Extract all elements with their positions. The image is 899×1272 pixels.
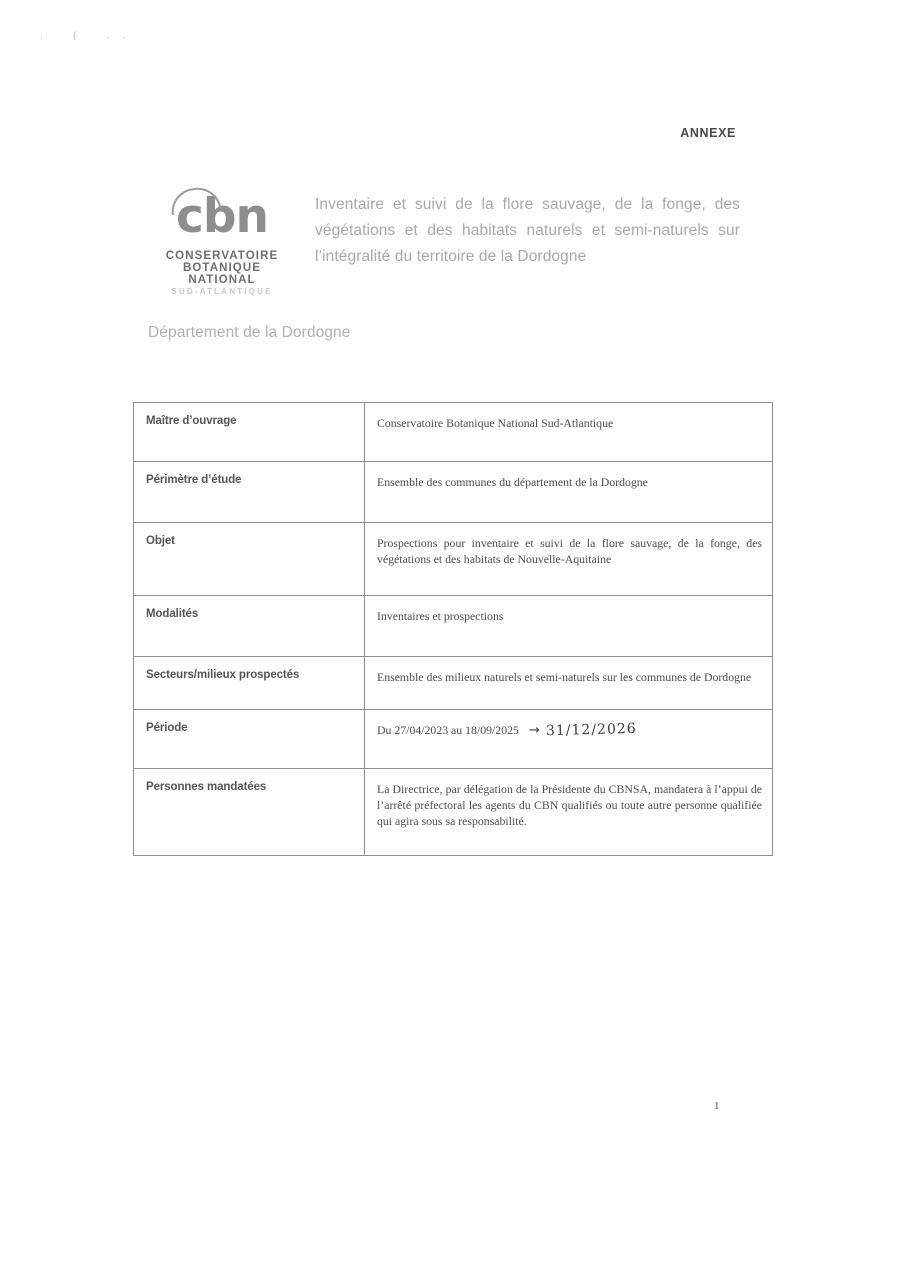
- handwritten-arrow: →: [528, 723, 540, 738]
- handwritten-date-annotation: 31/12/2026: [545, 720, 637, 740]
- period-text: Du 27/04/2023 au 18/09/2025: [377, 723, 519, 737]
- table-cell-label: Secteurs/milieux prospectés: [134, 657, 365, 710]
- table-cell-label: Maître d’ouvrage: [134, 403, 365, 462]
- table-cell-value: Ensemble des communes du département de la Dordogne: [365, 462, 773, 523]
- logo-line-botanique-national: BOTANIQUE NATIONAL: [182, 262, 262, 286]
- cbn-logo: [152, 186, 292, 296]
- table-row: [134, 523, 773, 596]
- table-cell-label: Périmètre d’étude: [134, 462, 365, 523]
- table-cell-label: Personnes mandatées: [134, 769, 365, 856]
- logo-line-sud-atlantique: SUD-ATLANTIQUE: [171, 287, 273, 296]
- scan-artifact-marks: , ( ..: [40, 30, 140, 40]
- page-title: Inventaire et suivi de la flore sauvage, de la fonge, des végétations et des habitats naturels et semi-naturels sur l’intégralité du territoire de la Dordogne: [315, 196, 740, 265]
- table-row: [134, 769, 773, 856]
- table-cell-value: Prospections pour inventaire et suivi de la flore sauvage, de la fonge, des végétations et des habitats de Nouvelle-Aquitaine: [365, 523, 773, 596]
- logo-line-conservatoire: CONSERVATOIRE: [165, 250, 279, 262]
- logo-wordmark: cbn: [176, 189, 268, 244]
- table-cell-value: [365, 710, 773, 769]
- table-cell-value: Inventaires et prospections: [365, 596, 773, 657]
- table-cell-value: Ensemble des milieux naturels et semi-naturels sur les communes de Dordogne: [365, 657, 773, 710]
- annexe-header-label: ANNEXE: [680, 126, 736, 140]
- table-cell-value: Conservatoire Botanique National Sud-Atlantique: [365, 403, 773, 462]
- logo-mark: [152, 186, 292, 248]
- information-table: [133, 402, 773, 856]
- table-row: [134, 710, 773, 769]
- page-subtitle: Département de la Dordogne: [148, 324, 351, 341]
- table-cell-label: Modalités: [134, 596, 365, 657]
- page-number: 1: [714, 1100, 720, 1112]
- table-row: [134, 657, 773, 710]
- table-cell-label: Période: [134, 710, 365, 769]
- table-row: [134, 462, 773, 523]
- table-row: [134, 403, 773, 462]
- table-cell-label: Objet: [134, 523, 365, 596]
- table-cell-value: La Directrice, par délégation de la Présidente du CBNSA, mandatera à l’appui de l’arrêté préfectoral les agents du CBN qualifiés ou toute autre personne qualifiée qui agira sous sa responsabilité.: [365, 769, 773, 856]
- table-row: [134, 596, 773, 657]
